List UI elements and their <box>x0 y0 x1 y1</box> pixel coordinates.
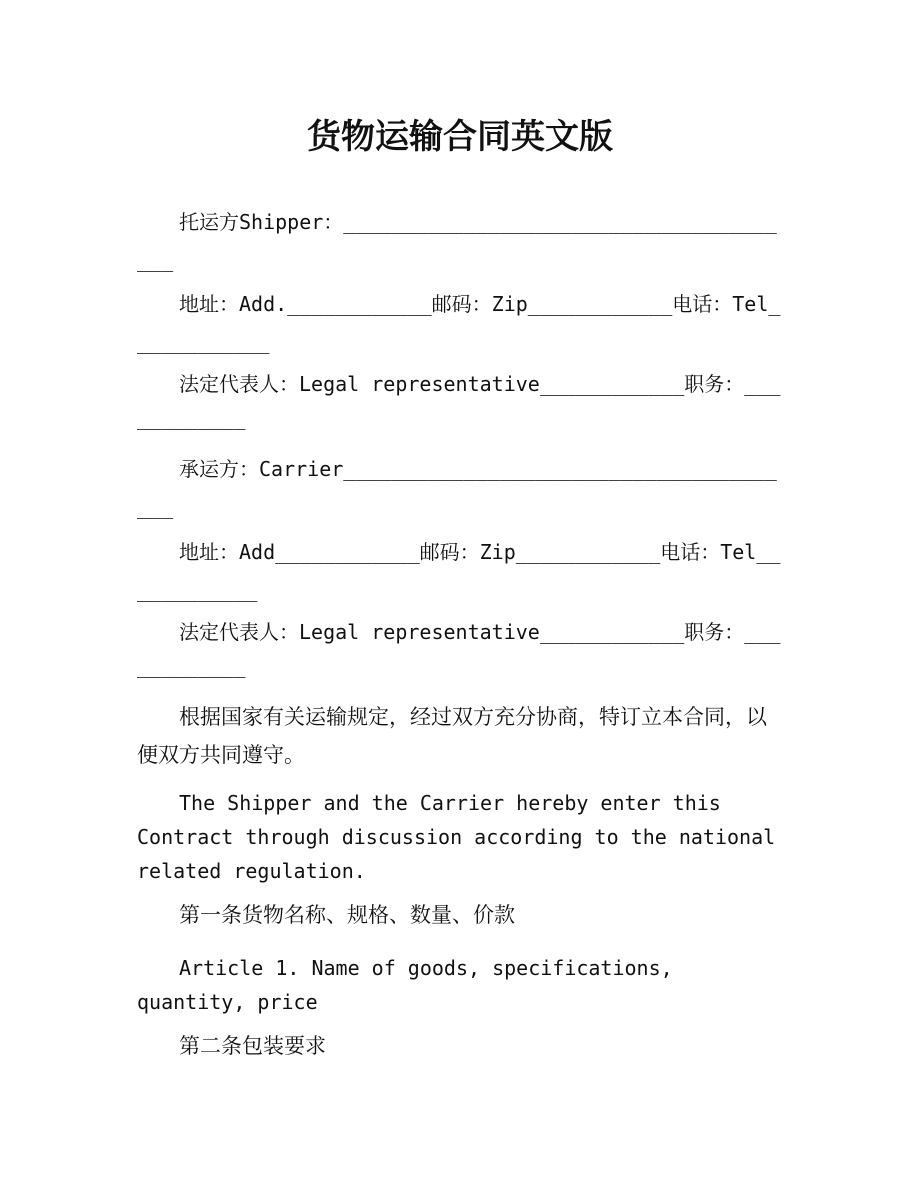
shipper-line: 托运方Shipper：_______________________________________ <box>137 210 777 272</box>
carrier-legal-rep-line: 法定代表人：Legal representative____________职务：____________ <box>137 620 781 678</box>
article-1-chinese: 第一条货物名称、规格、数量、价款 <box>179 903 515 927</box>
shipper-address-line: 地址：Add.____________邮码：Zip____________电话：Tel____________ <box>137 292 781 354</box>
carrier-address-line: 地址：Add____________邮码：Zip____________电话：Tel____________ <box>137 540 781 602</box>
article-1-english: Article 1. Name of goods, specifications, quantity, price <box>137 956 673 1014</box>
preamble-chinese: 根据国家有关运输规定，经过双方充分协商，特订立本合同，以便双方共同遵守。 <box>137 705 767 767</box>
article-2-chinese: 第二条包装要求 <box>179 1034 326 1058</box>
carrier-line: 承运方：Carrier_______________________________________ <box>137 457 777 519</box>
shipper-legal-rep-line: 法定代表人：Legal representative____________职务：____________ <box>137 372 781 430</box>
preamble-english: The Shipper and the Carrier hereby enter this Contract through discussion according to the national related regulation. <box>137 791 776 883</box>
document-title: 货物运输合同英文版 <box>307 117 613 157</box>
